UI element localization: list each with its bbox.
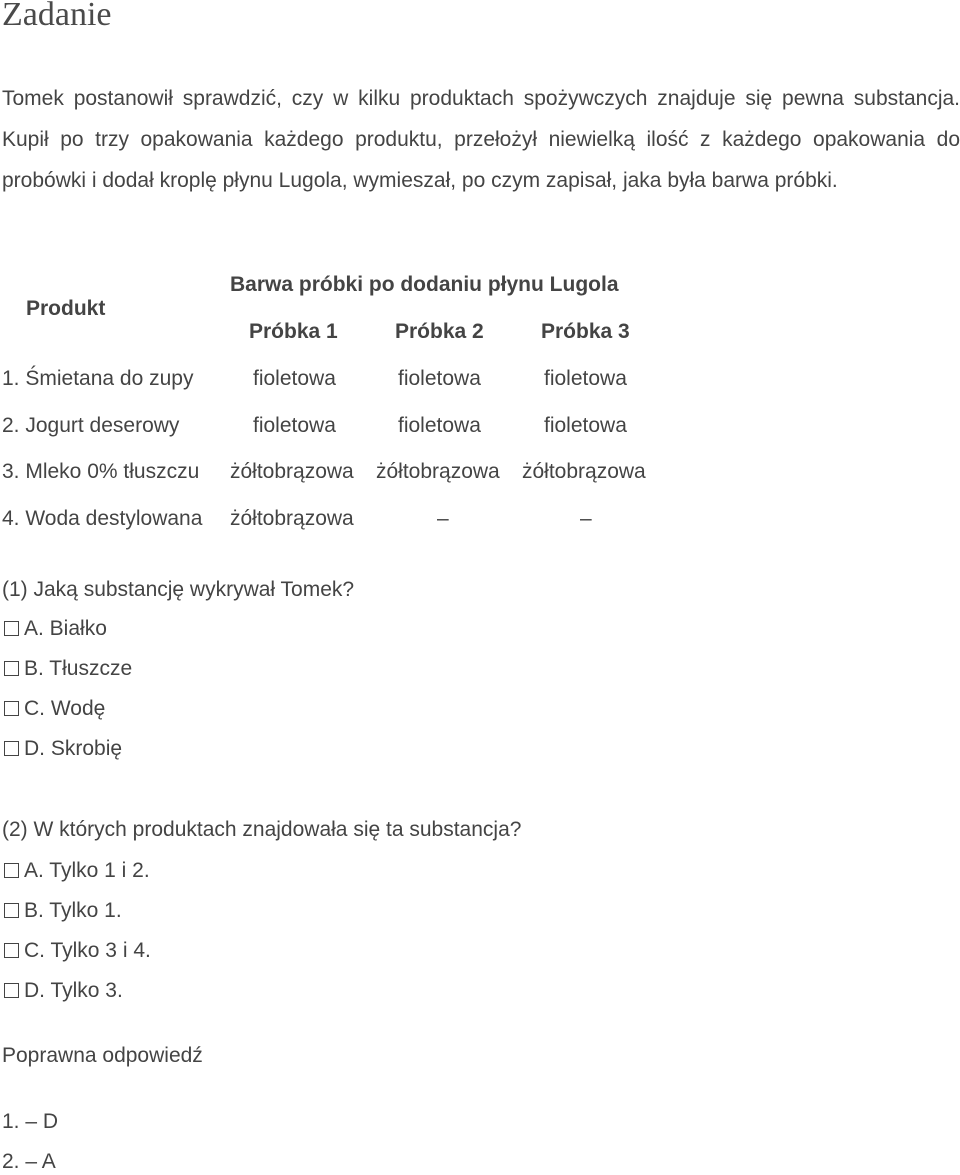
answer-option-label: C. Tylko 3 i 4. bbox=[24, 939, 151, 962]
table-cell-sample: fioletowa bbox=[544, 414, 627, 437]
table-cell-sample: żółtobrązowa bbox=[230, 460, 354, 483]
table-cell-sample: fioletowa bbox=[398, 414, 481, 437]
table-cell-sample: fioletowa bbox=[253, 367, 336, 390]
correct-answer-item: 2. – A bbox=[2, 1150, 56, 1173]
question-2-text: (2) W których produktach znajdowała się ta substancja? bbox=[2, 818, 522, 841]
table-cell-sample: fioletowa bbox=[398, 367, 481, 390]
checkbox-icon[interactable] bbox=[4, 701, 19, 716]
table-cell-product: 1. Śmietana do zupy bbox=[2, 367, 194, 390]
answer-option-label: B. Tylko 1. bbox=[24, 899, 122, 922]
table-cell-sample: żółtobrązowa bbox=[376, 460, 500, 483]
table-cell-sample: żółtobrązowa bbox=[522, 460, 646, 483]
table-cell-product: 2. Jogurt deserowy bbox=[2, 414, 180, 437]
correct-answer-item: 1. – D bbox=[2, 1110, 59, 1133]
checkbox-icon[interactable] bbox=[4, 943, 19, 958]
table-header-sample-3: Próbka 3 bbox=[541, 320, 630, 343]
checkbox-icon[interactable] bbox=[4, 863, 19, 878]
task-description: Tomek postanowił sprawdzić, czy w kilku produktach spożywczych znajduje się pewna substancja. Kupił po trzy opakowania każdego produktu, przełożył niewielką ilość z każdego opakowania do probówki i dodał kroplę płynu Lugola, wymieszał, po czym zapisał, jaka była barwa próbki. bbox=[2, 87, 960, 192]
checkbox-icon[interactable] bbox=[4, 983, 19, 998]
table-header-color-group: Barwa próbki po dodaniu płynu Lugola bbox=[230, 273, 619, 296]
table-cell-sample: fioletowa bbox=[253, 414, 336, 437]
answer-option-label: A. Tylko 1 i 2. bbox=[24, 859, 150, 882]
table-header-sample-1: Próbka 1 bbox=[249, 320, 338, 343]
table-header-sample-2: Próbka 2 bbox=[395, 320, 484, 343]
question-1-text: (1) Jaką substancję wykrywał Tomek? bbox=[2, 578, 355, 601]
checkbox-icon[interactable] bbox=[4, 661, 19, 676]
answer-option-label: A. Białko bbox=[24, 617, 107, 640]
table-cell-sample: fioletowa bbox=[544, 367, 627, 390]
answer-option-label: C. Wodę bbox=[24, 697, 106, 720]
table-cell-sample: żółtobrązowa bbox=[230, 507, 354, 530]
table-cell-sample: – bbox=[437, 507, 449, 530]
correct-answer-heading: Poprawna odpowiedź bbox=[2, 1044, 203, 1067]
table-cell-product: 3. Mleko 0% tłuszczu bbox=[2, 460, 200, 483]
answer-option-label: D. Skrobię bbox=[24, 737, 123, 760]
checkbox-icon[interactable] bbox=[4, 621, 19, 636]
checkbox-icon[interactable] bbox=[4, 741, 19, 756]
checkbox-icon[interactable] bbox=[4, 903, 19, 918]
page-title: Zadanie bbox=[2, 0, 112, 33]
answer-option-label: D. Tylko 3. bbox=[24, 979, 123, 1002]
answer-option-label: B. Tłuszcze bbox=[24, 657, 133, 680]
table-cell-product: 4. Woda destylowana bbox=[2, 507, 203, 530]
table-cell-sample: – bbox=[580, 507, 592, 530]
table-header-product: Produkt bbox=[26, 297, 106, 320]
